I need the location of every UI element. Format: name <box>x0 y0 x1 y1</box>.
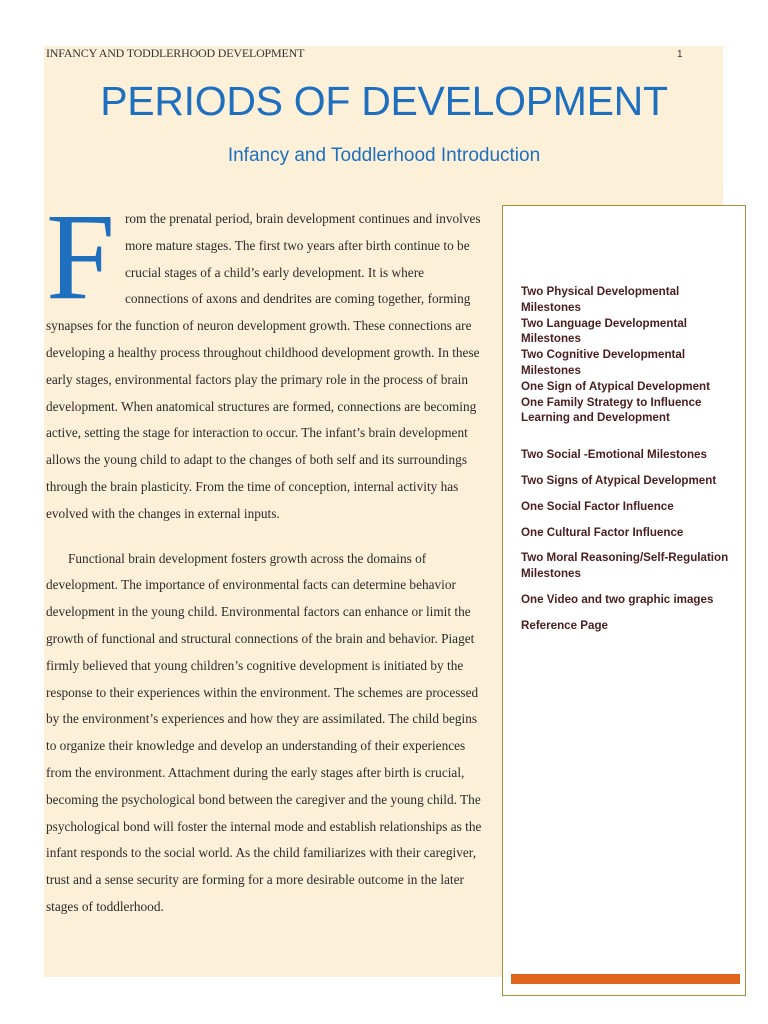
sidebar-item: One Cultural Factor Influence <box>521 525 684 539</box>
article-body <box>46 188 486 921</box>
paragraph-2: Functional brain development fosters growth across the domains of development. The importance of environmental facts can determine behavior development in the young child. Environmental factors can enhance or limit the growth of functional and structural connections of the brain and behavior. Piaget firmly believed that young children’s cognitive development is initiated by the response to their experiences within the environment. The schemes are processed by the environment’s experiences and how they are assimilated. The child begins to organize their knowledge and develop an understanding of their experiences from the environment. Attachment during the early stages after birth is crucial, becoming the psychological bond between the caregiver and the young child. The psychological bond will foster the internal mode and establish relationships as the infant responds to the social world. As the child familiarizes with their caregiver, trust and a sense security are forming for a more desirable outcome in the later stages of toddlerhood. <box>46 550 482 914</box>
sidebar-item: Reference Page <box>521 618 608 632</box>
sidebar-group-1 <box>521 284 739 426</box>
sidebar-item: Two Signs of Atypical Development <box>521 473 717 487</box>
running-header: INFANCY AND TODDLERHOOD DEVELOPMENT <box>46 46 305 60</box>
sidebar-item: Two Social -Emotional Milestones <box>521 448 707 462</box>
page-title: PERIODS OF DEVELOPMENT <box>100 78 668 124</box>
sidebar-item: Two Language Developmental Milestones <box>521 316 687 346</box>
sidebar-contents-box <box>502 205 746 996</box>
paragraph-1-text: rom the prenatal period, brain development continues and involves more mature stages. The first two years after birth continue to be crucial stages of a child’s early development. It is where connections of axons and dendrites are coming together, forming synapses for the function of neuron development growth. These connections are developing a healthy process throughout childhood development growth. In these early stages, environmental factors play the primary role in the process of brain development. When anatomical structures are formed, connections are becoming active, setting the stage for interaction to occur. The infant’s brain development allows the young child to adapt to the changes of both self and its surroundings through the brain plasticity. From the time of conception, internal activity has evolved with the changes in external inputs. <box>46 211 481 521</box>
page-number: 1 <box>677 49 683 60</box>
paragraph-1 <box>46 188 486 528</box>
sidebar-item: One Social Factor Influence <box>521 499 674 513</box>
sidebar-item: Two Moral Reasoning/Self-Regulation Milestones <box>521 551 729 581</box>
sidebar-item: One Video and two graphic images <box>521 592 714 606</box>
drop-cap: F <box>46 188 115 325</box>
sidebar-group-2 <box>521 447 739 633</box>
sidebar-item: Two Physical Developmental Milestones <box>521 285 680 314</box>
sidebar-item: One Sign of Atypical Development <box>521 379 710 393</box>
page-subtitle: Infancy and Toddlerhood Introduction <box>227 145 541 166</box>
sidebar-item: One Family Strategy to Influence Learning and Development <box>521 395 702 425</box>
sidebar-item: Two Cognitive Developmental Milestones <box>521 348 686 377</box>
sidebar-accent-bar <box>511 974 740 984</box>
sidebar-list <box>521 284 739 644</box>
